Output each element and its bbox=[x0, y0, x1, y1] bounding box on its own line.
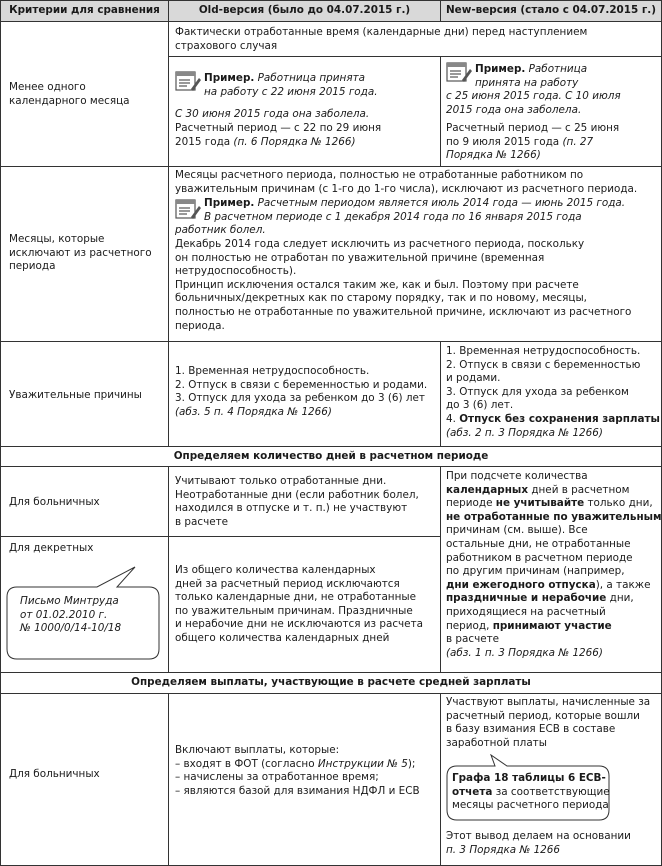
row2-explanation: Декабрь 2014 года следует исключить из расчетного периода, поскольку он полностью не отработан по уважительной причине (временная нетрудоспособность). Принцип исключения остался таким же, как и был. Поэтому при расчете больничных/декретных как по старому порядку, так и по новому, месяцы, полностью не отработанные по уважительной причине, исключают из расчетного периода. bbox=[175, 238, 632, 332]
row2-common-text: Месяцы расчетного периода, полностью не отработанные работником по уважительным причинам (с 1-го до 1-го числа), исключают из расчетного периода. bbox=[175, 169, 638, 195]
row4-new-run: (абз. 1 п. 3 Порядка № 1266) bbox=[446, 646, 603, 659]
document-pencil-icon bbox=[175, 198, 201, 220]
row4-new-run: приходящиеся на расчетный bbox=[446, 605, 606, 618]
row4-new-line bbox=[446, 511, 662, 525]
row5-label: Для декретных bbox=[9, 542, 94, 554]
row1-new-example-cont: с 25 июня 2015 года. С 10 июля 2015 года она заболела. bbox=[446, 90, 621, 116]
row5-old-text: Из общего количества календарных дней за расчетный период исключаются только календарные дни, не отработанные по уважительным причинам. Праздничные и нерабочие дни не исключаются из расчета общего количества календарных дней bbox=[175, 564, 423, 644]
row1-old-example: Пример. Работница принята на работу с 22 июня 2015 года. bbox=[204, 72, 378, 98]
row2-label: Месяцы, которые исключают из расчетного периода bbox=[9, 233, 152, 273]
callout-esv-report: Графа 18 таблицы 6 ЕСВ- отчета за соответствующие месяцы расчетного периода bbox=[452, 772, 610, 812]
row4-new-text bbox=[446, 470, 662, 660]
row4-new-line bbox=[446, 565, 662, 579]
row2-example: Пример. Расчетным периодом является июль 2014 года — июнь 2015 года. В расчетном периоде с 1 декабря 2014 года по 16 января 2015 года bbox=[204, 197, 626, 223]
row4-new-run: по другим причинам (например, bbox=[446, 565, 625, 578]
row4-new-run: в расчете bbox=[446, 633, 500, 646]
row6-new-footer: Этот вывод делаем на основании п. 3 Порядка № 1266 bbox=[446, 830, 631, 856]
row4-new-line bbox=[446, 538, 662, 552]
callout-letter-mintrud: Письмо Минтруда от 01.02.2010 г. № 1000/0/14-10/18 bbox=[20, 595, 122, 635]
row4-new-line bbox=[446, 497, 662, 511]
row4-old-text: Учитывают только отработанные дни. Неотработанные дни (если работник болел, находился в отпуске и т. п.) не участвуют в расчете bbox=[175, 475, 419, 528]
row4-new-run: работником в расчетном периоде bbox=[446, 551, 633, 564]
row4-new-line bbox=[446, 470, 662, 484]
row4-new-line bbox=[446, 524, 662, 538]
row3-label: Уважительные причины bbox=[9, 389, 142, 401]
row6-old-text: Включают выплаты, которые: – входят в ФОТ (согласно Инструкции № 5); – начислены за отработанное время; – являются базой для взимания НДФЛ и ЕСВ bbox=[175, 744, 420, 797]
row4-new-line bbox=[446, 484, 662, 498]
row4-new-run: периоде bbox=[446, 497, 496, 510]
header-old-version: Old-версия (было до 04.07.2015 г.) bbox=[198, 4, 411, 16]
row4-new-run: ), а также bbox=[595, 578, 651, 591]
row4-new-run: При подсчете количества bbox=[446, 470, 588, 482]
row4-new-line bbox=[446, 647, 662, 661]
row1-common-text: Фактически отработанные время (календарные дни) перед наступлением страхового случая bbox=[175, 26, 588, 52]
row1-label: Менее одного календарного месяца bbox=[9, 81, 130, 107]
row4-new-run: дней в расчетном bbox=[528, 483, 630, 496]
row4-new-line bbox=[446, 606, 662, 620]
row4-new-run: не учитывайте bbox=[495, 497, 585, 510]
row1-new-example: Пример. Работница принята на работу bbox=[475, 63, 588, 89]
section-title-days: Определяем количество дней в расчетном периоде bbox=[173, 450, 489, 462]
document-pencil-icon bbox=[175, 70, 201, 92]
row4-new-run: календарных bbox=[446, 483, 529, 496]
row4-new-run: причинам (см. выше). Все bbox=[446, 524, 588, 537]
row3-old-list: 1. Временная нетрудоспособность. 2. Отпуск в связи с беременностью и родами. 3. Отпуск для ухода за ребенком до 3 (6) лет (абз. 5 п. 4 Порядка № 1266) bbox=[175, 365, 428, 418]
row4-new-run: дни, bbox=[606, 592, 634, 605]
row4-new-run: дни ежегодного отпуска bbox=[446, 578, 596, 591]
row4-new-line bbox=[446, 552, 662, 566]
row2-example-line3: работник болел. bbox=[175, 224, 266, 236]
row6-new-text: Участвуют выплаты, начисленные за расчетный период, которые вошли в базу взимания ЕСВ в составе заработной платы bbox=[446, 696, 651, 749]
row4-new-line bbox=[446, 633, 662, 647]
row4-new-run: остальные дни, не отработанные bbox=[446, 537, 631, 550]
row4-label: Для больничных bbox=[9, 496, 100, 508]
row4-new-run: праздничные и нерабочие bbox=[446, 592, 607, 605]
row1-old-example-line3: С 30 июня 2015 года она заболела. bbox=[175, 108, 370, 120]
row1-new-result: Расчетный период — с 25 июня по 9 июля 2015 года (п. 27 Порядка № 1266) bbox=[446, 122, 620, 162]
row4-new-run: не отработанные по уважительным bbox=[446, 510, 662, 523]
row4-new-line bbox=[446, 592, 662, 606]
row6-label: Для больничных bbox=[9, 768, 100, 780]
header-new-version: New-версия (стало с 04.07.2015 г.) bbox=[445, 4, 656, 16]
row4-new-line bbox=[446, 620, 662, 634]
row4-new-run: только дни, bbox=[584, 497, 653, 510]
row4-new-line bbox=[446, 579, 662, 593]
row4-new-run: принимают участие bbox=[492, 619, 612, 632]
row3-new-list: 1. Временная нетрудоспособность. 2. Отпуск в связи с беременностью и родами. 3. Отпуск для ухода за ребенком до 3 (6) лет. 4. Отпуск без сохранения зарплаты (абз. 2 п. 3 Порядка № 1266) bbox=[446, 345, 660, 439]
row4-new-run: период, bbox=[446, 619, 493, 632]
document-pencil-icon bbox=[446, 61, 472, 83]
header-criteria: Критерии для сравнения bbox=[9, 4, 160, 16]
row1-old-result: Расчетный период — с 22 по 29 июня 2015 года (п. 6 Порядка № 1266) bbox=[175, 122, 382, 148]
section-title-payments: Определяем выплаты, участвующие в расчете средней зарплаты bbox=[131, 676, 531, 688]
